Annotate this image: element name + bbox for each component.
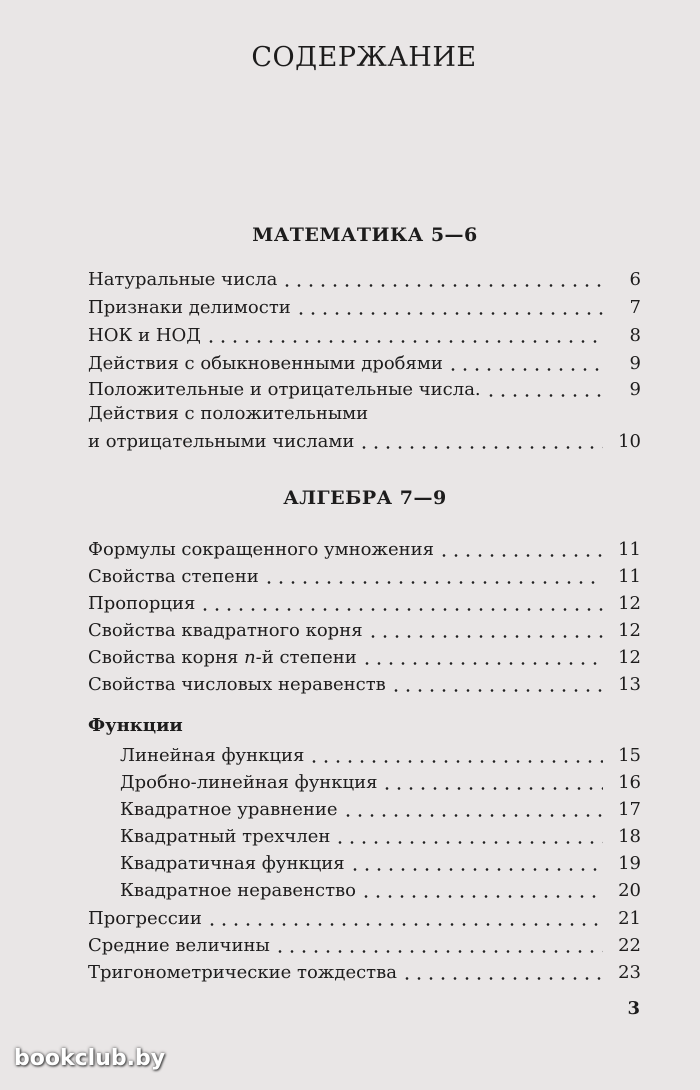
toc-entry-page: 7 xyxy=(629,297,641,318)
toc-entry-label: Квадратичная функция xyxy=(120,853,345,874)
toc-entry-page: 12 xyxy=(618,620,641,641)
toc-entry-page: 12 xyxy=(618,593,641,614)
dot-leader xyxy=(308,760,603,763)
dot-leader xyxy=(358,446,603,449)
toc-entry-page: 6 xyxy=(629,269,641,290)
toc-entry xyxy=(88,376,641,402)
toc-entry-page: 19 xyxy=(618,853,641,874)
dot-leader xyxy=(205,340,603,343)
toc-entry-label: Квадратное неравенство xyxy=(120,880,356,901)
dot-leader xyxy=(447,368,603,371)
toc-entry-label: Средние величины xyxy=(88,935,270,956)
section-heading-math: МАТЕМАТИКА 5—6 xyxy=(252,224,478,246)
toc-entry xyxy=(120,877,641,903)
dot-leader xyxy=(438,554,603,557)
toc-entry-label-italic: n xyxy=(244,647,256,668)
dot-leader xyxy=(334,841,603,844)
toc-entry-label xyxy=(88,646,357,670)
dot-leader xyxy=(401,977,603,980)
toc-entry-page: 11 xyxy=(618,539,641,560)
toc-entry-page: 9 xyxy=(629,353,641,374)
toc-entry-label: Дробно-линейная функция xyxy=(120,772,378,793)
toc-entry-page: 9 xyxy=(629,379,641,400)
dot-leader xyxy=(263,581,603,584)
toc-entry xyxy=(88,671,641,697)
toc-entry-page: 10 xyxy=(618,431,641,452)
toc-entry xyxy=(88,266,641,292)
toc-entry xyxy=(88,563,641,589)
toc-entry xyxy=(120,769,641,795)
dot-leader xyxy=(361,662,603,665)
toc-entry-label: Формулы сокращенного умножения xyxy=(88,539,434,560)
dot-leader xyxy=(360,895,603,898)
toc-entry-page: 17 xyxy=(618,799,641,820)
toc-entry-label: НОК и НОД xyxy=(88,325,201,346)
toc-entry xyxy=(88,644,641,670)
toc-entry-label: Прогрессии xyxy=(88,908,202,929)
functions-heading: Функции xyxy=(88,715,183,736)
toc-entry xyxy=(88,322,641,348)
dot-leader xyxy=(381,787,603,790)
toc-entry-label-post: -й степени xyxy=(255,647,357,668)
toc-entry xyxy=(120,823,641,849)
toc-entry-label: Действия с обыкновенными дробями xyxy=(88,353,443,374)
page-number: 3 xyxy=(627,998,640,1019)
toc-entry-page: 15 xyxy=(618,745,641,766)
toc-entry xyxy=(88,590,641,616)
toc-entry-page: 23 xyxy=(618,962,641,983)
toc-entry-label: и отрицательными числами xyxy=(88,431,355,452)
toc-entry-page: 22 xyxy=(618,935,641,956)
toc-entry xyxy=(88,905,641,931)
toc-entry-page: 12 xyxy=(618,647,641,668)
dot-leader xyxy=(342,814,603,817)
dot-leader xyxy=(206,923,603,926)
toc-entry xyxy=(88,932,641,958)
toc-entry-page: 11 xyxy=(618,566,641,587)
toc-entry xyxy=(88,294,641,320)
toc-entry-label: Квадратный трехчлен xyxy=(120,826,331,847)
toc-entry xyxy=(88,350,641,376)
dot-leader xyxy=(349,868,603,871)
toc-entry-page: 8 xyxy=(629,325,641,346)
dot-leader xyxy=(390,689,603,692)
toc-entry xyxy=(88,428,641,454)
toc-entry-page: 20 xyxy=(618,880,641,901)
page-title: СОДЕРЖАНИЕ xyxy=(251,42,477,73)
toc-entry xyxy=(120,796,641,822)
dot-leader xyxy=(281,284,603,287)
toc-entry-label: Свойства квадратного корня xyxy=(88,620,363,641)
toc-entry xyxy=(88,617,641,643)
toc-entry-label-line1: Действия с положительными xyxy=(88,403,369,424)
dot-leader xyxy=(274,950,603,953)
toc-entry-label: Положительные и отрицательные числа. xyxy=(88,379,481,400)
toc-entry-page: 21 xyxy=(618,908,641,929)
section-heading-algebra: АЛГЕБРА 7—9 xyxy=(283,487,447,509)
toc-entry-page: 16 xyxy=(618,772,641,793)
toc-entry xyxy=(120,850,641,876)
watermark: bookclub.by xyxy=(14,1046,166,1071)
toc-entry-label: Признаки делимости xyxy=(88,297,291,318)
toc-entry-label: Линейная функция xyxy=(120,745,305,766)
toc-entry xyxy=(88,959,641,985)
dot-leader xyxy=(367,635,603,638)
toc-entry-label: Тригонометрические тождества xyxy=(88,962,398,983)
dot-leader xyxy=(199,608,603,611)
toc-entry xyxy=(88,536,641,562)
toc-entry-label-pre: Свойства корня xyxy=(88,647,245,668)
toc-entry-label: Квадратное уравнение xyxy=(120,799,338,820)
toc-entry-label: Свойства степени xyxy=(88,566,259,587)
dot-leader xyxy=(485,394,603,397)
toc-entry-label: Свойства числовых неравенств xyxy=(88,674,386,695)
toc-entry-page: 18 xyxy=(618,826,641,847)
toc-entry-label: Пропорция xyxy=(88,593,196,614)
dot-leader xyxy=(295,312,603,315)
toc-entry xyxy=(120,742,641,768)
toc-entry-label: Натуральные числа xyxy=(88,269,278,290)
toc-entry-page: 13 xyxy=(618,674,641,695)
